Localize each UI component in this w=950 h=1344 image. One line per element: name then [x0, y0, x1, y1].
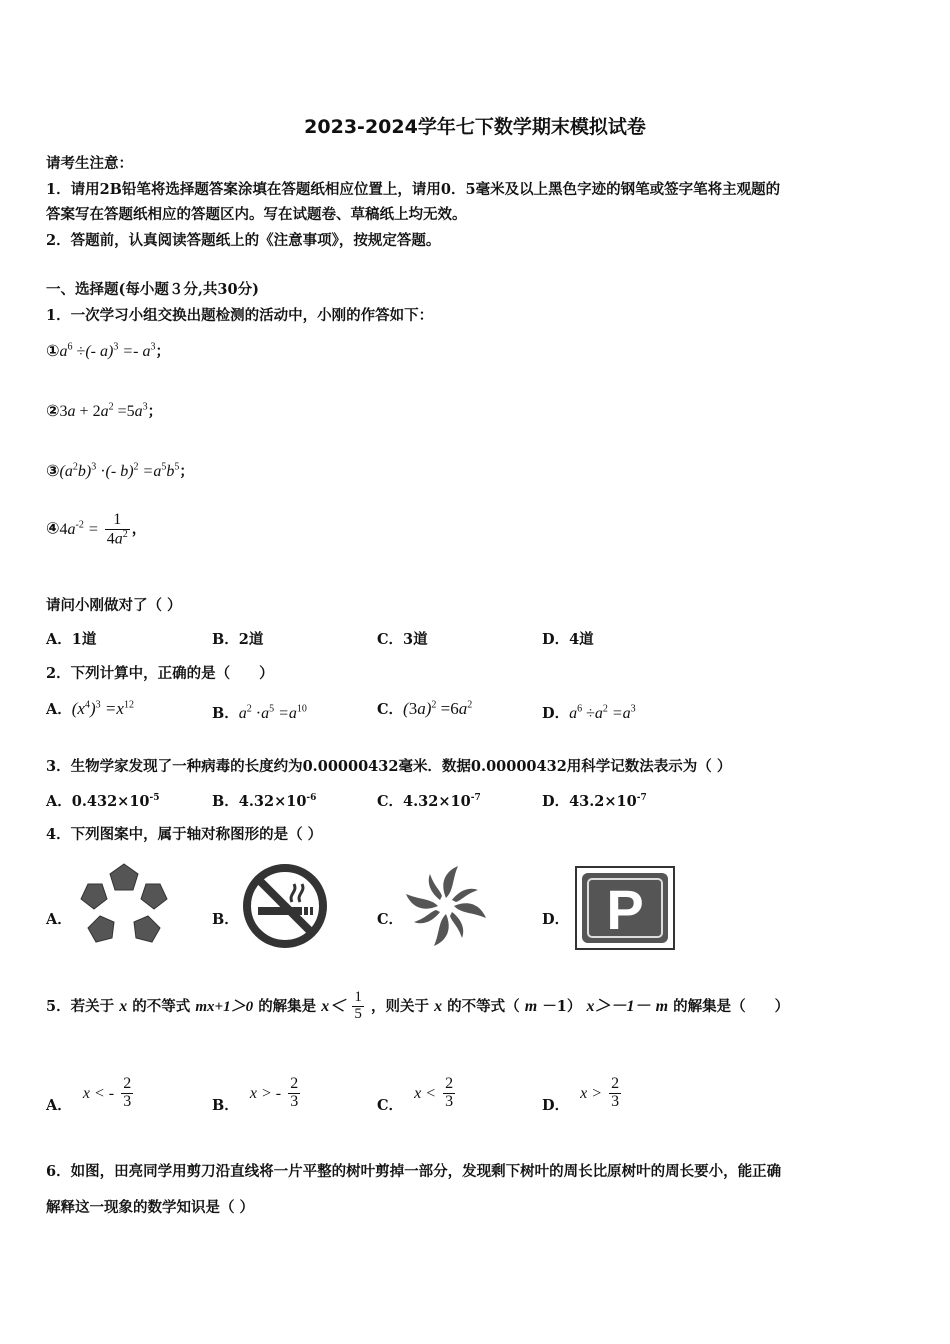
q3-stem: 3．生物学家发现了一种病毒的长度约为0.00000432毫米．数据0.00000432用科学记数法表示为（ ） [46, 758, 732, 775]
q3-option-a[interactable]: A．$0.432\times 10^{-5}$ [46, 793, 160, 810]
page-title: 2023-2024学年七下数学期末模拟试卷 [304, 116, 646, 138]
notice-line-2: 2．答题前，认真阅读答题纸上的《注意事项》，按规定答题。 [46, 232, 441, 249]
q3-option-b[interactable]: B．$4.32\times 10^{-6}$ [212, 793, 317, 810]
q1-item-2: ②3a + $2a^2 =5a^3$； [46, 401, 163, 420]
q5-option-a[interactable]: A． x < - $\frac{2}{3}$ [46, 1075, 132, 1114]
pinwheel-icon [404, 864, 488, 948]
notice-line-1: 1．请用2B铅笔将选择题答案涂填在答题纸相应位置上，请用0．5毫米及以上黑色字迹的钢笔或签字笔将主观题的 [46, 181, 781, 198]
q1-option-d[interactable]: D．4道 [542, 631, 594, 648]
q2-stem: 2．下列计算中，正确的是（ ） [46, 665, 274, 682]
q1-mark-4: ④ [46, 518, 60, 538]
q3-option-c[interactable]: C．$4.32\times 10^{-7}$ [377, 793, 481, 810]
q4-label-b[interactable]: B． [212, 911, 239, 928]
q4-label-d[interactable]: D． [542, 911, 570, 928]
section-heading: 一、选择题(每小题３分,共30分) [46, 281, 259, 298]
pentagon-soccer-icon [74, 862, 174, 952]
q1-mark-1: ① [46, 341, 60, 360]
q1-option-a[interactable]: A．1道 [46, 631, 97, 648]
parking-letter: P [606, 878, 644, 941]
q2-option-b[interactable]: B．$a^2 \cdot a^5 =a^{10}$ [212, 703, 307, 722]
q1-option-b[interactable]: B．2道 [212, 631, 264, 648]
q3-option-d[interactable]: D．$43.2\times 10^{-7}$ [542, 793, 647, 810]
q2-option-a[interactable]: A．$(x^4)^3 =x^{12}$ [46, 699, 134, 718]
q5-option-d[interactable]: D． x > $\frac{2}{3}$ [542, 1075, 620, 1114]
q4-stem: 4．下列图案中，属于轴对称图形的是（ ） [46, 826, 323, 843]
parking-sign-icon [575, 866, 675, 950]
q1-item-3: $③(a^2b)^3$ ·(- $b)^2 =a^5b^5$； [46, 461, 194, 480]
q1-ask: 请问小刚做对了（ ） [46, 597, 182, 614]
notice-heading: 请考生注意： [46, 155, 133, 172]
q2-option-c[interactable]: C．$(3a)^2 =6a^2$ [377, 699, 473, 718]
q6-line-1: 6．如图，田亮同学用剪刀沿直线将一片平整的树叶剪掉一部分，发现剩下树叶的周长比原树叶的周长要小，能正确 [46, 1163, 782, 1180]
no-smoking-icon [240, 862, 330, 950]
q1-mark-3: ③ [46, 461, 60, 480]
q5-option-b[interactable]: B． x > - $\frac{2}{3}$ [212, 1075, 299, 1114]
q1-stem: 1．一次学习小组交换出题检测的活动中，小刚的作答如下： [46, 307, 434, 324]
q4-label-c[interactable]: C． [377, 911, 404, 928]
q5-option-c[interactable]: C． x < $\frac{2}{3}$ [377, 1075, 454, 1114]
q5-stem: 5．若关于 x 的不等式 mx+1＞0 的解集是 x＜ $\frac{1}{5}$ ，则关于 x 的不等式（ m －1） x＞－1－ m 的解集是（ ） [46, 989, 790, 1022]
notice-line-1b: 答案写在答题纸相应的答题区内。写在试题卷、草稿纸上均无效。 [46, 206, 467, 223]
q1-option-c[interactable]: C．3道 [377, 631, 428, 648]
q2-option-d[interactable]: D．$a^6 \div a^2 =a^3$ [542, 703, 636, 722]
q1-item-4: $④4a^{-2}$ = $\frac{1}{4a^2}$ ， [46, 511, 147, 548]
q1-item-1: $①a^6$ ÷(- $a)^3 =- a^3$； [46, 341, 170, 360]
q1-mark-2: ② [46, 401, 60, 420]
q6-line-2: 解释这一现象的数学知识是（ ） [46, 1199, 255, 1216]
q4-label-a[interactable]: A． [46, 911, 72, 928]
